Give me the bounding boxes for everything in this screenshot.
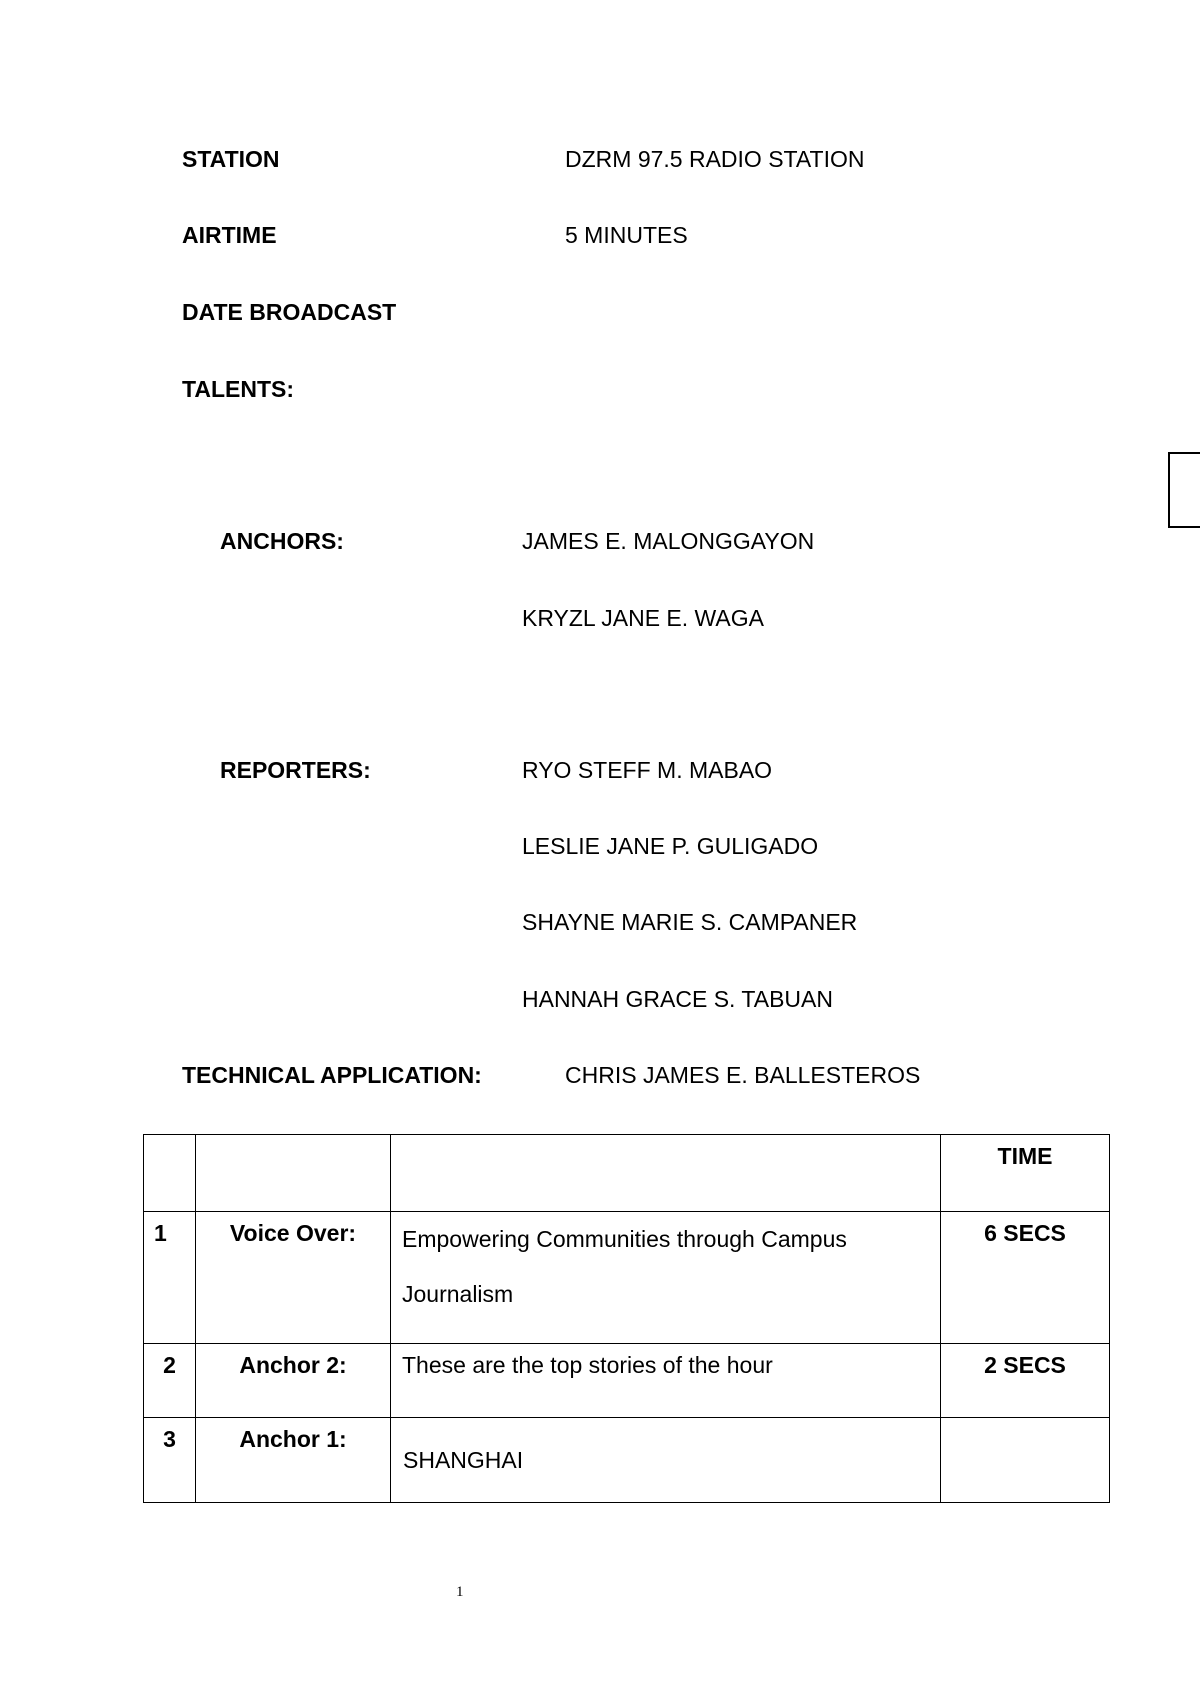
table-header-row — [144, 1135, 1110, 1212]
row-time — [941, 1418, 1110, 1503]
row-text-line: Empowering Communities through Campus — [402, 1226, 847, 1252]
date-broadcast-label: DATE BROADCAST — [182, 299, 397, 325]
row-text: These are the top stories of the hour — [391, 1344, 941, 1418]
header-cell-time: TIME — [941, 1135, 1110, 1212]
header-cell-text — [391, 1135, 941, 1212]
row-number: 3 — [144, 1418, 196, 1503]
reporter-name: RYO STEFF M. MABAO — [522, 757, 773, 783]
technical-application-name: CHRIS JAMES E. BALLESTEROS — [565, 1062, 921, 1088]
airtime-value: 5 MINUTES — [565, 222, 688, 248]
station-label: STATION — [182, 146, 280, 172]
row-text — [391, 1212, 941, 1344]
reporter-name: LESLIE JANE P. GULIGADO — [522, 833, 819, 859]
header-cell-num — [144, 1135, 196, 1212]
reporter-name: SHAYNE MARIE S. CAMPANER — [522, 909, 858, 935]
row-number: 2 — [144, 1344, 196, 1418]
anchor-name: KRYZL JANE E. WAGA — [522, 605, 764, 631]
script-table — [143, 1134, 1110, 1503]
table-row — [144, 1212, 1110, 1344]
row-role: Voice Over: — [196, 1212, 391, 1344]
reporter-name: HANNAH GRACE S. TABUAN — [522, 986, 833, 1012]
anchor-name: JAMES E. MALONGGAYON — [522, 528, 815, 554]
row-text-line: Journalism — [402, 1281, 514, 1307]
table-row — [144, 1344, 1110, 1418]
table-row — [144, 1418, 1110, 1503]
row-time: 6 SECS — [941, 1212, 1110, 1344]
header-cell-role — [196, 1135, 391, 1212]
talents-label: TALENTS: — [182, 376, 295, 402]
reporters-label: REPORTERS: — [220, 757, 371, 783]
anchors-label: ANCHORS: — [220, 528, 344, 554]
row-text-large: SHANGHAI — [391, 1418, 941, 1503]
row-time: 2 SECS — [941, 1344, 1110, 1418]
station-value: DZRM 97.5 RADIO STATION — [565, 146, 865, 172]
row-role: Anchor 2: — [196, 1344, 391, 1418]
margin-marker — [1168, 452, 1200, 528]
technical-application-label: TECHNICAL APPLICATION: — [182, 1062, 482, 1088]
airtime-label: AIRTIME — [182, 222, 277, 248]
row-number: 1 — [144, 1212, 196, 1344]
row-role: Anchor 1: — [196, 1418, 391, 1503]
page-number: 1 — [456, 1584, 464, 1600]
